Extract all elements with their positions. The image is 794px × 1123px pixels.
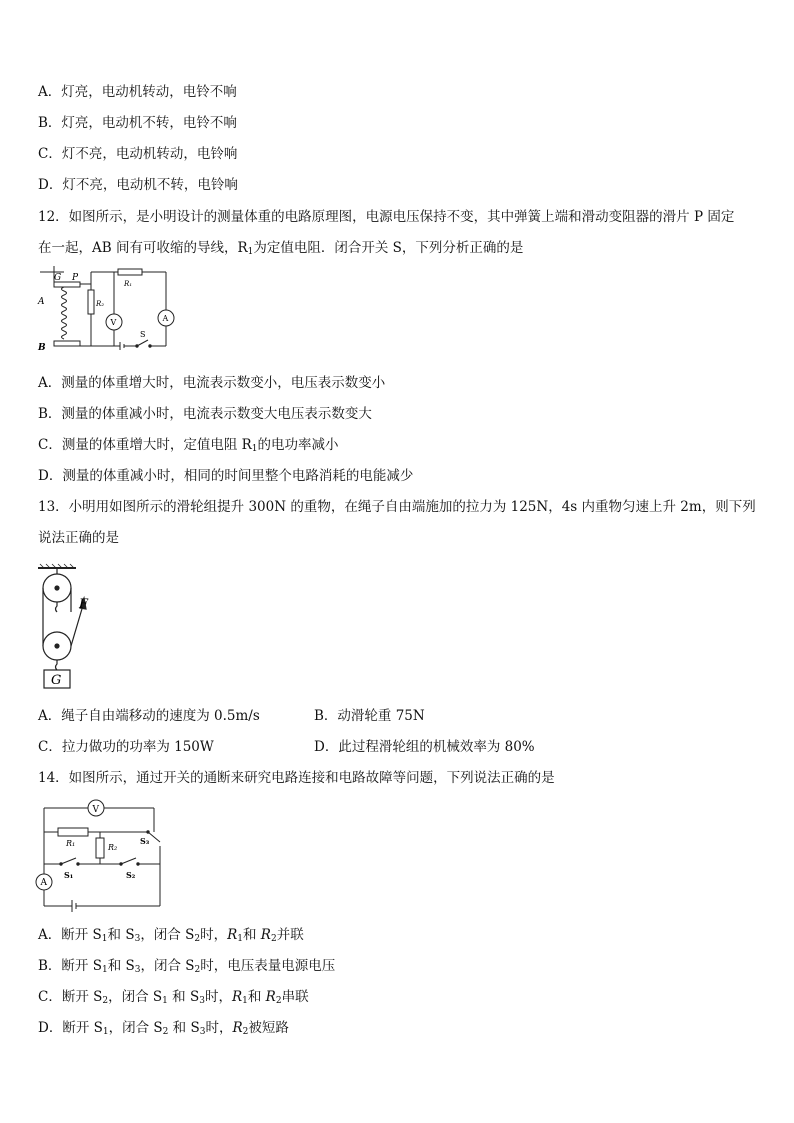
q12-option-a: A．测量的体重增大时，电流表示数变小，电压表示数变小 (38, 375, 386, 391)
q13-stem-line2: 说法正确的是 (38, 530, 119, 546)
q14-option-c: C．断开 $S_2$，闭合 $S_1$ 和 $S_3$时，$R_1$和 $R_2$串联 (38, 989, 309, 1006)
q12-label-b: B (38, 343, 46, 353)
q12-circuit-figure (36, 262, 186, 357)
q14-option-d: D．断开 $S_1$，闭合 $S_2$ 和 $S_3$时，$R_2$被短路 (38, 1020, 289, 1037)
q12-label-v: V (110, 318, 117, 327)
q13-option-a: A．绳子自由端移动的速度为 0.5m/s (38, 708, 260, 724)
q14-label-r1: R₁ (66, 839, 76, 848)
q12-label-p: P (72, 273, 79, 283)
q14-circuit-figure (36, 794, 166, 914)
q12-label-ammeter: A (162, 314, 169, 323)
q12-stem-line2: 在一起，AB 间有可收缩的导线，$R_1$为定值电阻．闭合开关 S，下列分析正确的是 (38, 240, 524, 257)
q14-option-a: A．断开 $S_1$和 $S_3$，闭合 $S_2$时，$R_1$和 $R_2$并联 (38, 927, 304, 944)
q14-label-v: V (92, 805, 99, 815)
q14-label-ammeter: A (40, 878, 47, 888)
q12-label-r1: R₁ (124, 280, 133, 288)
q14-label-s1: S₁ (64, 870, 74, 880)
q13-pulley-figure (36, 562, 106, 692)
q13-option-d: D．此过程滑轮组的机械效率为 80% (314, 739, 535, 755)
q11-option-a: A．灯亮，电动机转动，电铃不响 (38, 84, 237, 100)
q13-option-b: B．动滑轮重 75N (314, 708, 425, 724)
q12-option-d: D．测量的体重减小时，相同的时间里整个电路消耗的电能减少 (38, 468, 414, 484)
q12-label-g: G (54, 273, 62, 283)
q14-label-s2: S₂ (126, 870, 136, 880)
q14-label-r2: R₂ (108, 843, 118, 852)
q13-label-g: G (51, 673, 62, 688)
q12-option-c: C．测量的体重增大时，定值电阻 $R_1$的电功率减小 (38, 437, 339, 454)
q14-stem: 14．如图所示，通过开关的通断来研究电路连接和电路故障等问题，下列说法正确的是 (38, 770, 555, 786)
q12-option-b: B．测量的体重减小时，电流表示数变大电压表示数变大 (38, 406, 372, 422)
q14-label-s3: S₃ (140, 836, 150, 846)
q11-option-c: C．灯不亮，电动机转动，电铃响 (38, 146, 238, 162)
q12-label-r2: R₂ (96, 300, 105, 308)
q13-option-c: C．拉力做功的功率为 150W (38, 739, 214, 755)
q13-label-f: F (79, 597, 89, 612)
q12-stem-line1: 12．如图所示，是小明设计的测量体重的电路原理图，电源电压保持不变，其中弹簧上端和滑动变阻器的滑片 P 固定 (38, 209, 735, 225)
q12-label-a: A (38, 297, 45, 307)
q13-stem-line1: 13．小明用如图所示的滑轮组提升 300N 的重物，在绳子自由端施加的拉力为 125N，4s 内重物匀速上升 2m，则下列 (38, 499, 756, 515)
q12-label-s: S (140, 330, 146, 339)
q11-option-d: D．灯不亮，电动机不转，电铃响 (38, 177, 238, 193)
q11-option-b: B．灯亮，电动机不转，电铃不响 (38, 115, 237, 131)
q14-option-b: B．断开 $S_1$和 $S_3$，闭合 $S_2$时，电压表量电源电压 (38, 958, 336, 975)
